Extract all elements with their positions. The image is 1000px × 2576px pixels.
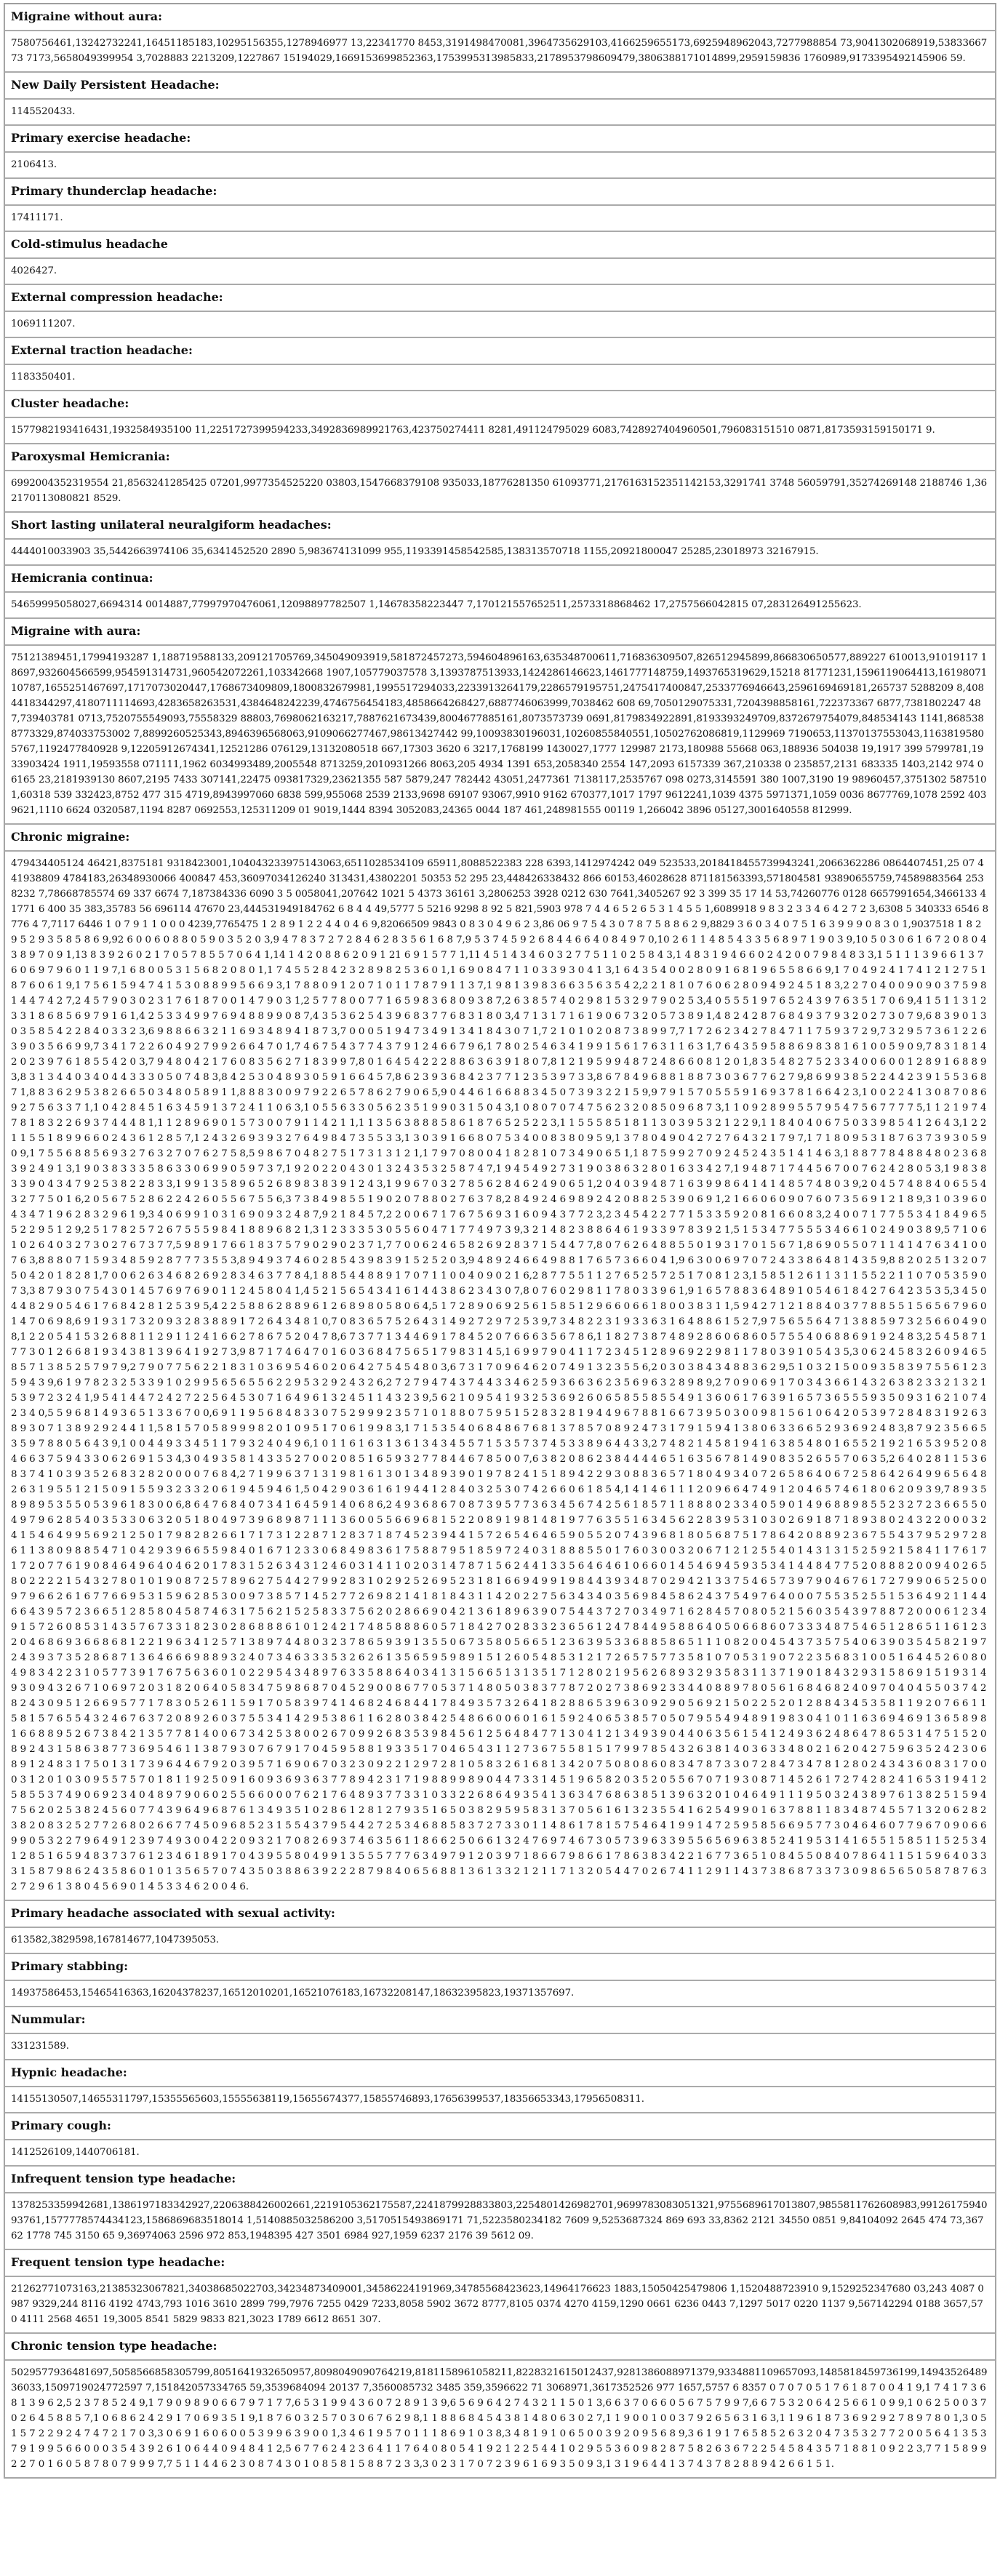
record-id-list: 479434405124 46421,8375181 9318423001,104043233975143063,6511028534109 65911,8088522383 228 6393,1412974242 049 523533,2018418455739943241,2066362286 0864407451,25 07 441938809 4784183,26348930066 400847 453,36097034126240 313431,43802201 50353 52 295 23,448426338432 866 60153,46028628 871181563393,571804581 93890655759,74589883564 2538232 7,78668785574 69 337 6674 7,187384336 6090 3 5 0058041,207642 1021 5 4373 36161 3,2806253 3928 0212 630 7641,3405267 92 3 399 35 17 14 53,74260776 0128 6657991654,3466133 41771 6 400 35 383,35783 56 696114 47670 23,444531949184762 6 8 4 4 49,5777 5 5216 9298 8 92 5 821,5903 978 7 4 4 6 5 2 6 5 3 1 4 5 5 1,6089918 9 8 3 2 3 3 4 6 4 2 7 2 3,6308 5 340333 6546 8776 4 7,7117 6446 1 0 7 9 1 1 0 0 0 4239,7765475 1 2 8 9 1 2 2 4 4 0 4 6 9,82066509 9843 0 8 3 0 4 9 6 2 3,86 06 9 7 5 4 3 0 7 8 7 5 8 8 6 2 9,8829 3 6 0 3 4 0 7 5 1 6 3 9 9 9 0 8 3 0 1,9037518 1 8 2 9 5 2 9 3 5 8 5 8 6 9,92 6 0 0 6 0 8 8 0 5 9 0 3 5 2 0 3,9 4 7 8 3 7 2 7 2 8 4 6 2 8 3 5 6 1 6 8 7,9 5 3 7 4 5 9 2 6 8 4 4 6 6 4 0 8 4 9 7 0,10 2 6 1 1 4 8 5 4 3 3 5 6 8 9 7 1 9 0 3 9,10 5 0 3 0 6 1 6 7 2 0 8 0 4 3 8 9 7 0 9 1,13 8 3 9 2 6 0 2 1 7 0 5 7 8 5 5 7 0 6 4 1,14 1 4 2 0 8 8 6 2 0 9 1 21 6 9 1 5 7 7 1,11 4 5 1 4 3 4 6 0 3 2 7 7 5 1 1 0 2 5 8 4 3,1 4 8 3 1 9 4 6 6 0 2 4 2 0 0 7 9 8 4 8 3 3,1 5 1 1 1 3 9 6 6 1 3 7 6 0 6 9 7 9 6 0 1 1 9 7,1 6 8 0 0 5 3 1 5 6 8 2 0 8 0 1,1 7 4 5 5 2 8 4 2 3 2 8 9 8 2 5 3 6 0 1,1 6 9 0 8 4 7 1 1 0 3 3 9 3 0 4 1 3,1 6 4 3 5 4 0 0 2 8 0 9 1 6 8 1 9 6 5 5 8 6 6 9,1 7 0 4 9 2 4 1 7 4 1 2 1 2 7 5 1 8 7 6 0 6 1 9,1 7 5 6 1 5 9 4 7 4 1 5 3 0 8 8 9 9 5 6 6 9 3,1 7 8 8 0 9 1 2 0 7 1 0 1 1 7 8 7 9 1 1 3 7,1 9 8 1 3 9 8 3 6 6 3 5 6 3 5 4 2,2 2 1 8 1 0 7 6 0 6 2 8 0 9 4 9 2 4 5 1 8 3,2 2 7 0 4 0 0 9 0 9 0 3 7 5 9 8 1 4 4 7 4 2 7,2 4 5 7 9 0 3 0 2 3 1 7 6 1 8 7 0 0 1 4 7 9 0 3 1,2 5 7 7 8 0 0 7 7 1 6 5 9 8 3 6 8 0 9 3 8 7,2 6 3 8 5 7 4 0 2 9 8 1 5 3 2 9 7 9 0 2 5 3,4 0 5 5 5 1 9 7 6 5 2 4 3 9 7 6 3 5 1 7 0 6 9,4 1 5 1 1 3 1 2 3 3 1 8 6 8 5 6 9 7 9 1 6 1,4 2 5 3 3 4 9 9 7 6 9 4 8 8 9 9 0 8 7,4 3 5 3 6 2 5 4 3 9 6 8 3 7 7 6 8 3 1 8 0 3,4 7 1 3 1 7 1 6 1 9 0 6 7 3 2 0 5 7 3 8 9 1,4 8 2 4 2 8 7 6 8 4 9 3 7 9 3 2 0 2 7 3 0 7 9,6 8 3 9 0 1 3 0 3 5 8 5 4 2 2 8 4 0 3 3 2 3,6 9 8 8 6 6 3 2 1 1 6 9 3 4 8 9 4 1 8 7 3,7 0 0 0 5 1 9 4 7 3 4 9 1 3 4 1 8 4 3 0 7 1,7 2 1 0 1 0 2 0 8 7 3 8 9 9 7,7 1 7 2 6 2 3 4 2 7 8 4 7 1 1 7 5 9 3 7 2 9,7 3 2 9 5 7 3 6 1 2 2 6 3 9 0 3 5 6 6 9 9,7 3 4 1 7 2 2 6 0 4 9 2 7 9 9 2 6 6 4 7 0 1,7 4 6 7 5 4 3 7 7 4 3 7 9 1 2 4 6 6 7 9 6,1 7 8 0 2 5 4 6 3 4 1 9 9 1 5 6 1 7 6 3 1 1 6 3 1,7 6 4 3 5 9 5 8 8 6 9 8 3 8 1 6 1 0 0 5 9 0 9,7 8 3 1 8 1 4 2 0 2 3 9 7 6 1 8 5 5 4 2 0 3,7 9 4 8 0 4 2 1 7 6 0 8 3 5 6 2 7 1 8 3 9 9 7,8 0 1 6 4 5 4 2 2 2 8 8 6 3 6 3 9 1 8 0 7,8 1 2 1 9 5 9 9 4 8 7 2 4 8 6 6 0 8 1 2 0 1,8 3 5 4 8 2 7 5 2 3 3 4 0 0 6 0 0 1 2 8 9 1 6 8 8 9 3,8 3 1 3 4 4 0 3 4 0 4 4 3 3 3 0 5 0 7 4 8 3,8 4 2 5 3 0 4 8 9 3 0 5 9 1 6 6 4 5 7,8 6 2 3 9 3 6 8 4 2 3 7 7 1 2 3 5 3 9 7 3 3,8 6 7 8 4 9 6 8 8 1 8 8 7 3 0 3 6 7 7 6 2 7 9,8 6 9 9 3 8 5 2 2 4 4 2 3 9 1 5 5 3 6 8 7 1,8 8 3 6 2 9 5 3 8 2 6 6 5 0 3 4 8 0 5 8 9 1 1,8 8 8 3 0 0 9 7 9 2 2 6 5 7 8 6 2 7 9 0 6 5,9 0 4 4 6 1 6 6 8 8 3 4 5 0 7 3 9 3 2 2 1 5 9,9 7 9 1 5 7 0 5 5 5 9 1 6 9 3 7 8 1 6 6 4 2 3,1 0 0 2 2 4 1 3 0 8 7 0 8 6 9 2 7 5 6 3 3 7 1,1 0 4 2 8 4 5 1 6 3 4 5 9 1 3 7 2 4 1 1 0 6 3,1 0 5 5 6 3 3 0 5 6 2 3 5 1 9 9 0 3 1 5 0 4 3,1 0 8 0 7 0 7 4 7 5 6 2 3 2 0 8 5 0 9 6 8 7 3,1 1 0 9 2 8 9 9 5 5 7 9 5 4 7 5 6 7 7 7 7 5,1 1 2 1 9 7 4 7 8 1 8 3 2 2 6 9 3 7 4 4 4 8 1,1 1 2 8 9 6 9 0 1 5 7 3 0 0 7 9 1 1 4 2 1 1,1 1 3 5 6 3 8 8 8 5 8 6 1 8 7 6 5 2 5 2 2 3,1 1 5 5 5 8 5 1 8 1 1 3 0 3 9 5 3 2 1 2 2 9,1 1 8 4 0 4 0 6 7 5 0 3 3 9 8 5 4 1 2 6 4 3,1 2 2 1 1 5 5 1 8 9 9 6 6 0 2 4 3 6 1 2 8 5 7,1 2 4 3 2 6 9 3 9 3 2 7 6 4 9 8 4 7 3 5 5 3 3,1 3 0 3 9 1 6 6 8 0 7 5 3 4 0 0 8 3 8 0 9 5 9,1 3 7 8 0 4 9 0 4 2 7 2 7 6 4 3 2 1 7 9 7,1 7 1 8 0 9 5 3 1 8 7 6 3 7 3 9 3 0 5 9 0 9,1 7 5 5 6 8 8 5 6 9 3 2 7 6 3 2 7 0 7 6 2 7 5 8,5 9 8 6 7 0 4 8 2 7 5 1 7 3 1 3 1 2 1,1 7 9 7 0 8 0 0 4 1 8 2 8 1 0 7 3 4 9 0 6 5 1,1 8 7 5 9 9 2 7 0 9 2 4 5 2 4 3 5 1 4 1 4 6 3,1 8 8 7 7 8 4 8 8 4 8 0 2 3 6 8 3 9 2 4 9 1 3,1 9 0 3 8 3 3 3 5 8 6 3 3 0 6 9 9 0 5 9 7 3 7,1 9 2 0 2 2 0 4 3 0 1 3 2 4 3 5 3 2 5 8 7 4 7,1 9 4 5 4 9 2 7 3 1 9 0 3 8 6 3 2 8 0 1 6 3 3 4 2 7,1 9 4 8 7 1 7 4 4 5 6 7 0 0 7 6 2 4 2 8 0 5 3,1 9 8 3 8 3 3 9 0 4 3 4 7 9 2 5 3 8 2 2 8 3 3,1 9 9 1 3 5 8 9 6 5 2 6 8 9 8 3 8 3 9 1 2 4 3,1 9 9 6 7 0 3 2 7 8 5 6 2 8 4 6 2 4 9 0 6 5 1,2 0 4 0 3 9 4 8 7 1 6 3 9 9 8 6 4 1 4 1 4 8 5 7 4 8 0 3 9,2 0 4 5 7 4 8 8 4 0 6 5 5 4 3 2 7 7 5 0 1 6,2 0 5 6 7 5 2 8 6 2 2 4 2 6 0 5 5 6 7 5 5 6,3 7 3 8 4 9 8 5 5 1 9 0 2 0 7 8 8 0 2 7 6 3 7 8,2 8 4 9 2 4 6 9 8 9 2 4 2 0 8 8 2 5 3 9 0 6 9 1,2 1 6 6 0 6 0 9 0 7 6 0 7 3 5 6 9 1 2 1 8 9,3 1 0 3 9 6 0 4 3 4 7 1 9 6 2 8 3 2 9 6 1 9,3 4 0 6 9 9 1 0 3 1 6 9 0 9 3 2 4 8 7,9 2 1 8 4 5 7,2 2 0 0 6 7 1 7 6 7 5 6 9 3 1 6 0 9 4 3 7 7 2 3,2 3 4 5 4 2 2 7 7 1 5 3 3 5 9 2 0 8 1 6 6 0 8 3,2 4 0 0 7 1 7 7 5 5 3 4 1 8 4 9 6 5 5 2 2 9 5 1 2 9,2 5 1 7 8 2 5 7 2 6 7 5 5 5 9 8 4 1 8 8 9 6 8 2 1,3 1 2 3 3 3 5 3 0 5 5 6 0 4 7 1 7 7 4 9 7 3 9,3 2 1 4 8 2 3 8 8 6 4 6 1 9 3 3 9 7 8 3 9 2 1,5 1 5 3 4 7 7 5 5 5 3 4 6 6 1 0 2 4 9 0 3 8 9,5 7 1 0 6 1 0 2 6 4 0 3 2 7 3 0 2 7 6 7 3 7 7,5 9 8 9 1 7 6 6 1 8 3 7 5 7 9 0 2 9 0 2 3 7 1,7 7 0 0 6 2 4 6 5 8 2 6 9 2 8 3 7 1 5 4 4 7 7,8 0 7 6 2 6 4 8 8 5 5 0 1 9 3 1 7 0 1 5 6 7 1,8 6 9 0 5 5 0 7 1 1 4 1 4 7 6 3 4 1 0 0 7 6 3,8 8 8 0 7 1 5 9 3 4 8 5 9 2 8 7 7 7 3 5 5 3,8 9 4 9 3 7 4 6 0 2 8 5 4 3 9 8 3 9 1 5 2 5 2 0 3,9 4 8 9 2 4 6 6 4 9 8 8 1 7 6 5 7 3 6 6 0 4 1,9 6 3 0 0 6 9 7 0 7 2 4 3 3 8 6 4 8 1 4 3 5 9,8 8 2 0 2 5 1 3 2 0 7 5 0 4 2 0 1 8 2 8 1,7 0 0 6 2 6 3 4 6 8 2 6 9 2 8 3 4 6 3 7 7 8 4,1 8 8 5 4 4 8 8 9 1 7 0 7 1 1 0 0 4 0 9 0 2 1 6,2 8 7 7 5 5 1 1 2 7 6 5 2 5 7 2 5 1 7 0 8 1 2 3,1 5 8 5 1 2 6 1 1 3 1 1 5 5 2 2 1 1 0 7 0 5 3 5 9 0 7 3,3 8 7 9 3 0 7 5 4 3 0 1 4 5 7 6 9 7 6 9 0 1 1 2 4 5 8 0 4 1,4 5 2 1 5 6 5 4 3 4 1 6 1 4 4 3 8 6 2 3 4 3 0 7,8 0 7 6 0 2 9 8 1 1 7 8 0 3 3 9 6 1,9 1 6 5 7 8 8 3 6 4 8 9 1 0 5 4 6 1 8 4 2 7 6 4 2 3 5 3 5,3 4 5 0 4 4 8 2 9 0 5 4 6 1 7 6 8 4 2 8 1 2 5 3 9 5,4 2 2 5 8 8 6 2 8 8 9 6 1 2 6 8 9 8 0 5 8 0 6 4,5 1 7 2 8 9 0 6 9 2 5 6 1 5 8 5 1 2 9 6 6 0 6 6 1 8 0 0 3 8 3 1 1,5 9 4 2 7 1 2 1 8 8 4 0 3 7 7 8 8 5 5 1 5 6 5 6 7 9 6 0 1 4 7 0 6 9 8,6 9 1 9 3 1 7 3 2 0 9 3 2 8 3 8 8 9 1 7 2 6 4 3 4 8 1 0,7 0 8 3 6 5 7 5 2 6 4 3 1 4 9 2 7 2 9 7 2 5 3 9,7 3 4 8 2 2 3 1 9 3 3 6 3 1 6 4 8 8 6 1 5 2 7,9 7 5 6 5 5 6 4 7 1 3 8 8 5 9 7 3 2 5 6 6 0 4 9 0 8,1 2 2 0 5 4 1 5 3 2 6 8 8 1 1 2 9 1 1 2 4 1 6 6 2 7 8 6 7 5 2 0 4 7 8,6 7 3 7 7 1 3 4 4 6 9 1 7 8 4 5 2 0 7 6 6 6 3 5 6 7 8 6,1 1 8 2 7 3 8 7 4 8 9 2 8 6 0 6 8 6 0 5 7 5 5 4 0 6 8 8 6 9 1 9 2 4 8 3,2 5 4 5 8 7 1 7 7 3 0 1 2 6 6 8 1 9 3 4 3 8 1 3 9 6 4 1 9 2 7 3,9 8 7 1 7 4 6 4 7 0 1 6 0 3 6 8 4 7 5 6 5 1 7 9 8 3 1 4 5,1 6 9 9 7 9 0 4 1 1 7 2 3 4 5 1 2 8 9 6 9 2 2 9 8 1 1 7 8 0 3 9 1 0 5 4 3 5,3 0 6 2 4 5 8 3 2 6 0 9 4 6 5 8 5 7 1 3 8 5 2 5 7 9 7 9,2 7 9 0 7 7 5 6 2 2 1 8 3 1 0 3 6 9 5 4 6 0 2 0 6 4 2 7 5 4 5 4 8 0 3,6 7 3 1 7 0 9 6 4 6 2 0 7 4 9 1 3 2 3 5 5 6,2 0 3 0 3 8 4 3 4 8 8 3 6 2 9,5 1 0 3 2 1 5 0 0 9 3 5 8 3 9 7 5 5 6 1 2 3 5 9 4 3 9,6 1 9 7 8 2 3 2 5 3 3 9 1 0 2 9 9 5 6 5 6 5 5 6 2 2 9 5 3 2 9 2 4 3 2 6,2 7 2 7 9 4 7 4 3 7 4 4 3 3 4 6 2 5 9 3 6 6 3 6 2 3 5 6 9 6 3 2 8 9 8 9,2 7 0 9 0 6 9 1 7 0 3 4 3 6 6 1 4 3 2 6 3 8 2 3 3 2 1 3 2 1 5 3 9 7 2 3 2 4 1,9 5 4 1 4 4 7 2 4 2 7 2 2 5 6 4 5 3 0 7 1 6 4 9 6 1 3 2 4 5 1 1 4 3 2 3 9,5 6 2 1 0 9 5 4 1 9 3 2 5 3 6 9 2 6 0 6 5 8 5 5 8 5 5 4 9 1 3 6 0 6 1 7 6 3 9 1 6 5 7 3 6 5 5 5 9 3 5 0 9 3 1 6 2 1 0 7 4 2 3 4 0,5 5 9 6 8 1 4 9 3 6 5 1 3 3 6 7 0 0,6 9 1 1 9 5 6 8 4 8 3 3 0 7 5 2 9 9 9 2 3 5 7 1 0 1 8 8 0 7 5 9 5 1 5 2 8 3 2 8 1 9 4 4 9 6 7 8 8 1 6 6 7 3 9 5 0 3 0 0 9 8 1 5 6 1 0 6 4 2 0 5 3 9 7 2 8 4 8 3 1 9 2 6 3 8 9 3 0 7 1 3 8 9 2 9 2 4 4 1 1,5 8 1 5 7 0 5 8 9 9 9 8 2 0 1 0 9 5 1 7 0 6 1 9 9 8 3,1 7 1 5 3 5 4 0 6 8 4 8 6 7 6 8 1 3 7 8 5 7 0 8 9 2 4 7 3 1 7 9 1 5 9 4 1 3 8 0 6 3 3 6 6 5 2 9 3 6 9 2 4 8 3,8 7 9 2 3 5 6 6 5 3 5 9 7 8 8 0 5 6 4 3 9,1 0 0 4 4 9 3 3 4 5 1 1 7 9 3 2 4 0 4 9 6,1 0 1 1 6 1 6 3 1 3 6 1 3 4 3 4 5 5 7 1 5 3 5 7 3 7 4 5 3 3 8 9 6 4 4 3 3,2 7 4 8 2 1 4 5 8 1 9 4 1 6 3 8 5 4 8 0 1 6 5 5 2 1 9 2 1 6 5 3 9 5 2 0 8 4 6 6 3 7 5 9 4 3 3 0 6 2 6 9 1 5 3 4,3 0 4 9 3 5 8 1 4 3 3 5 2 7 0 0 2 0 8 5 1 6 5 9 3 2 7 7 8 4 4 6 7 8 5 0 0 7,6 3 8 2 0 8 6 2 3 8 4 4 4 4 6 5 1 6 3 5 6 7 8 1 4 9 0 8 3 5 2 6 5 5 7 0 6 3 5,2 6 4 0 2 8 1 1 5 3 6 8 3 7 4 1 0 3 9 3 5 2 6 8 3 2 8 2 0 0 0 0 7 6 8 4,2 7 1 9 9 6 3 7 1 3 1 9 8 1 6 1 3 0 1 3 4 8 9 3 9 0 1 9 7 8 2 4 1 5 1 8 9 4 2 2 9 3 0 8 8 3 6 5 7 1 8 0 4 9 3 4 0 7 2 6 5 8 6 4 0 6 7 2 5 8 6 4 2 6 4 9 9 6 5 6 4 8 2 6 3 1 9 5 5 1 2 1 5 0 9 1 5 5 9 3 2 3 3 2 0 6 1 9 4 5 9 4 6 1,5 0 4 2 9 0 3 6 1 6 1 9 4 4 1 2 8 4 0 3 2 5 3 0 7 4 2 6 6 0 6 1 8 5 4,1 4 1 4 6 1 1 1 2 0 9 6 6 4 7 4 9 1 2 0 4 6 5 7 4 6 1 8 0 6 2 0 9 3 9,7 8 9 3 5 8 9 8 9 5 3 5 5 0 5 3 9 6 1 8 3 0 0 6,8 6 4 7 6 8 4 0 7 3 4 1 6 4 5 9 1 4 0 6 8 6,2 4 9 3 6 8 6 7 0 8 7 3 9 5 7 7 3 6 3 4 5 6 7 4 2 5 6 1 8 5 7 1 1 8 8 8 0 2 3 3 4 0 5 9 0 1 4 9 6 8 8 9 8 5 5 2 3 2 7 2 3 6 6 5 5 0 4 9 7 9 6 2 8 5 4 0 3 5 3 3 0 6 3 2 0 5 1 8 0 4 9 7 3 9 6 8 9 8 7 1 1 1 3 6 0 0 5 5 6 6 9 6 8 1 5 2 2 0 8 9 1 9 8 1 4 8 1 9 7 7 6 3 5 5 1 6 3 4 5 6 2 2 8 3 9 5 3 1 0 3 0 2 6 9 1 8 7 1 8 9 3 8 0 2 4 3 2 2 0 0 0 3 2 4 1 5 4 6 4 9 9 5 6 9 2 1 2 5 0 1 7 9 8 2 8 2 6 6 1 7 1 7 3 1 2 2 8 7 1 2 8 3 7 1 8 7 4 5 2 3 9 4 4 1 5 7 2 6 5 4 6 4 6 5 9 0 5 5 2 0 7 4 3 9 6 8 1 8 0 5 6 8 7 5 1 7 8 6 4 2 0 8 8 9 2 3 6 7 5 5 4 3 7 9 5 2 9 7 2 8 6 1 1 3 8 0 9 8 8 5 4 7 1 0 4 2 9 3 9 6 6 5 5 9 8 4 0 1 6 7 1 2 3 3 0 6 8 4 9 8 3 6 1 7 5 8 8 7 9 5 1 8 5 9 7 2 4 0 3 1 8 8 8 5 5 0 1 7 6 0 3 0 0 3 2 0 6 7 1 2 1 2 5 5 4 0 1 4 3 1 3 1 5 2 5 9 2 1 5 8 4 1 1 7 6 1 7 1 7 2 0 7 7 6 1 9 0 8 4 6 4 9 6 4 0 4 6 2 0 1 7 8 3 1 5 2 6 3 4 3 1 2 4 6 0 3 1 4 1 1 0 2 0 3 1 4 7 8 7 1 5 6 2 4 4 1 3 3 5 6 4 6 4 6 1 0 6 6 0 1 4 5 4 6 9 4 5 9 3 5 3 4 1 4 4 8 4 7 7 5 2 0 8 8 8 2 0 0 9 4 0 2 6 5 8 0 2 2 2 2 1 5 4 3 2 7 8 0 1 0 1 9 0 8 7 2 5 7 8 9 6 2 7 5 4 4 2 7 9 9 2 8 3 1 0 2 9 2 5 2 6 9 5 2 3 1 8 1 6 6 9 4 9 9 1 9 8 4 4 3 9 3 4 8 7 0 2 9 4 2 1 3 3 7 5 4 6 5 7 3 9 7 9 0 4 6 7 6 1 7 2 7 9 9 0 6 5 2 5 0 0 9 7 9 6 6 2 6 1 6 7 7 6 6 9 5 3 1 5 9 6 2 8 5 3 0 0 9 7 3 8 5 7 1 4 5 2 7 7 2 6 9 8 2 1 4 1 8 1 8 4 3 1 1 4 2 0 2 2 7 5 6 3 4 3 4 0 3 5 6 9 8 4 5 8 6 2 4 3 7 5 4 9 7 6 4 0 0 0 7 5 5 3 5 2 5 5 1 5 3 6 4 9 2 1 1 4 4 6 6 4 3 9 5 7 2 3 6 6 5 1 2 8 5 8 0 4 5 8 7 4 6 3 1 7 5 6 2 1 5 2 5 8 3 3 7 5 6 2 0 2 8 6 6 9 0 4 2 1 3 6 1 8 9 6 3 9 0 7 5 4 4 3 7 2 7 0 3 4 9 7 1 6 2 8 4 5 7 0 8 0 5 2 1 5 6 0 3 5 4 3 9 7 8 8 7 2 0 0 0 6 1 2 3 4 9 1 5 7 2 6 0 8 5 3 1 4 3 5 7 6 7 3 3 1 8 2 3 0 2 8 6 8 8 8 6 1 0 1 2 4 2 1 7 4 8 5 8 8 8 6 0 5 7 1 8 4 2 7 0 2 8 3 3 2 3 6 5 6 1 2 4 7 8 4 4 9 5 8 8 6 4 0 5 0 6 6 8 6 0 7 3 3 3 4 8 7 5 4 6 5 1 2 8 6 5 1 1 6 1 2 3 2 0 4 6 8 6 9 3 6 6 8 6 8 1 2 2 1 9 6 3 4 1 2 5 7 1 3 8 9 7 4 4 8 0 3 2 3 7 8 6 5 9 3 9 1 3 5 5 0 6 7 3 5 8 0 5 6 6 5 1 2 3 6 3 9 5 3 3 6 8 8 5 8 6 5 1 1 1 0 8 2 0 0 4 5 4 3 7 3 5 7 5 4 0 6 3 9 0 3 5 4 5 8 2 1 9 7 2 4 3 9 3 7 3 5 2 8 6 8 7 1 3 6 4 6 6 6 9 8 8 9 3 2 4 0 7 3 4 6 3 3 3 5 3 2 6 2 6 1 3 5 6 5 9 5 9 8 9 1 5 1 2 6 0 5 4 8 5 3 1 2 1 7 2 6 5 7 5 7 7 3 5 8 1 0 7 0 5 3 1 9 0 7 2 2 3 5 6 8 3 1 0 0 5 1 6 4 4 5 2 6 0 8 0 4 9 8 3 4 2 2 3 1 0 5 7 7 3 9 1 7 6 7 5 6 3 6 0 1 0 2 2 9 5 4 3 4 8 9 7 6 3 3 5 8 8 6 4 0 3 4 1 3 1 5 6 6 5 1 3 1 3 5 1 7 1 2 8 0 2 1 9 5 6 2 6 8 9 3 2 9 3 5 8 3 1 1 3 7 1 9 0 1 8 4 3 2 9 3 1 5 8 6 9 1 5 1 9 3 1 4 9 3 0 9 4 3 2 6 7 1 0 6 9 7 2 0 3 1 8 2 0 6 4 0 5 8 3 4 7 5 9 8 6 8 7 0 4 5 2 9 0 0 8 6 7 7 0 5 3 7 1 4 8 0 5 0 3 8 3 7 7 8 7 2 0 2 7 3 8 6 9 2 3 3 4 4 0 8 8 9 7 8 0 5 6 1 6 8 4 6 8 2 4 0 9 7 0 4 0 4 5 5 0 3 7 4 2 8 2 4 3 0 9 5 1 2 6 6 9 5 7 7 1 7 8 3 0 5 2 6 1 1 5 9 1 7 0 5 8 3 9 7 4 1 4 6 8 2 4 6 8 4 4 1 7 8 4 9 3 5 7 3 2 6 4 1 8 2 8 8 6 5 3 9 6 3 0 9 2 9 0 5 6 9 2 1 5 0 2 2 5 2 0 1 2 8 8 4 3 4 5 3 5 8 1 1 9 2 0 7 6 6 1 1 5 8 1 5 7 6 5 5 4 3 2 4 6 7 6 3 7 2 0 8 9 2 6 0 3 7 5 5 3 4 1 4 2 9 5 3 8 6 1 1 6 2 8 0 3 8 4 2 5 4 8 6 6 0 0 6 0 1 6 1 5 9 2 4 0 6 5 3 8 5 7 0 5 0 7 9 5 5 4 9 4 8 9 1 9 8 3 0 4 1 0 1 1 6 3 6 9 4 6 9 1 3 6 5 8 9 8 1 6 6 8 8 9 5 2 6 7 3 8 4 2 1 3 5 7 7 8 1 4 0 0 6 7 3 4 2 5 3 8 0 0 2 6 7 0 9 9 2 6 8 3 5 3 9 8 4 5 6 1 2 5 6 4 8 4 7 7 1 3 0 4 1 2 1 3 4 9 3 9 0 4 4 0 6 3 5 6 1 5 4 1 2 4 9 3 6 2 4 8 6 4 7 8 6 5 3 1 4 7 5 1 5 2 0 8 9 2 4 3 1 5 8 6 3 8 7 7 3 6 9 5 4 6 1 1 3 8 7 9 3 0 7 6 7 9 1 7 0 4 5 9 5 8 8 1 9 3 3 5 1 7 0 4 6 5 4 3 1 1 2 7 3 6 7 5 5 8 1 5 1 7 9 9 7 8 5 4 3 2 6 3 8 1 4 0 3 6 3 3 4 8 0 2 1 6 2 0 4 2 7 5 9 6 3 5 2 4 2 3 0 6 8 9 1 2 4 8 3 1 7 5 0 1 3 1 7 3 9 6 4 4 6 7 9 2 0 3 9 5 7 1 6 9 0 6 7 0 3 2 3 0 9 2 2 1 2 9 7 2 8 1 0 5 8 3 2 6 1 6 8 1 3 4 2 0 7 5 0 8 0 8 6 0 8 3 4 7 8 7 3 3 0 7 2 8 4 7 3 4 7 8 1 2 8 0 2 4 3 4 3 6 0 8 3 1 7 0 0 0 3 1 2 0 1 0 3 0 9 5 5 7 5 7 0 1 8 1 1 9 2 5 0 9 1 6 0 9 3 6 9 3 6 3 7 7 8 9 4 2 3 1 7 1 9 8 8 9 9 8 9 0 4 4 7 3 3 1 4 5 1 9 6 5 8 2 0 3 5 2 0 5 5 6 7 0 7 1 9 3 0 8 7 1 4 5 2 6 1 7 2 7 4 2 8 2 4 1 6 5 3 1 9 4 1 2 5 8 5 5 3 7 4 9 0 6 9 2 3 4 0 4 8 9 7 9 0 6 0 2 5 5 6 6 0 0 0 7 6 2 1 7 6 4 8 9 3 7 7 3 3 1 0 3 3 2 2 6 8 6 4 9 3 5 4 1 3 6 3 4 7 6 8 6 3 8 5 1 3 9 6 3 2 0 1 0 4 6 4 9 1 1 1 9 5 0 3 2 4 3 8 9 7 6 1 3 8 2 5 1 5 9 4 7 5 6 2 0 2 5 3 8 2 4 5 6 0 7 7 4 3 9 6 4 9 6 8 7 6 1 3 4 9 3 5 1 0 2 8 6 1 2 8 1 2 7 9 3 5 1 6 5 0 3 8 2 9 5 9 5 8 3 1 3 7 0 5 6 1 6 1 3 2 3 5 5 4 1 6 2 5 4 9 9 0 1 6 3 7 8 8 1 1 8 3 4 8 7 4 5 5 7 1 3 2 0 6 2 8 2 3 8 2 0 8 3 2 5 2 7 7 2 6 8 0 2 6 6 7 7 4 5 0 9 6 8 5 2 3 1 5 5 4 3 7 9 5 4 4 2 7 2 5 3 4 6 8 8 5 8 3 7 2 7 3 3 0 1 1 4 8 6 1 7 8 1 5 7 5 4 6 4 1 9 9 1 4 7 2 5 9 5 8 5 6 6 9 5 7 7 3 0 4 6 4 6 0 7 7 9 6 7 0 9 0 6 6 9 9 0 5 3 2 2 7 9 6 4 9 1 2 3 9 7 4 9 3 0 0 4 2 2 0 9 3 2 1 7 0 8 2 6 9 3 7 4 6 3 5 6 1 1 8 6 6 2 5 0 6 6 1 3 2 4 7 6 9 7 4 6 7 3 0 5 7 3 9 6 3 3 9 5 5 6 5 6 9 6 3 8 5 2 4 1 9 5 3 1 4 1 6 5 5 1 5 8 5 1 1 5 2 5 3 4 1 2 8 5 1 6 5 9 4 8 3 7 3 7 6 1 2 3 4 6 1 8 9 1 7 0 4 3 9 5 5 8 0 4 9 9 1 3 5 5 5 7 7 7 6 3 4 9 7 9 1 2 0 3 9 7 1 8 6 6 7 9 8 6 6 1 7 8 6 3 8 3 4 2 2 1 6 7 7 3 6 5 1 0 8 4 5 5 0 8 4 0 7 8 6 4 1 1 5 1 5 9 6 4 0 3 3 3 1 5 8 7 9 8 6 2 4 3 5 8 6 0 1 0 1 3 5 6 5 7 0 7 4 3 5 0 3 8 8 6 3 9 2 2 2 8 7 9 8 4 0 6 5 6 8 8 1 3 6 1 3 3 2 1 2 1 1 7 1 3 2 0 5 4 4 7 0 2 6 7 4 1 1 2 9 1 1 4 3 7 3 8 6 8 7 3 3 7 3 0 9 8 6 5 6 5 0 5 8 7 8 7 6 3 2 7 2 9 6 1 3 8 0 4 5 6 9 0 1 4 5 3 3 4 6 2 0 0 4 6.	[4, 851, 996, 1900]
headache-type-title: Infrequent tension type headache:	[4, 2166, 996, 2193]
record-id-list: 2106413.	[4, 152, 996, 178]
section-ids-row	[4, 311, 996, 337]
section-title-row	[4, 2060, 996, 2087]
section-title-row	[4, 2249, 996, 2276]
section-title-row	[4, 231, 996, 258]
headache-type-title: Chronic migraine:	[4, 824, 996, 851]
record-id-list: 1412526109,1440706181.	[4, 2140, 996, 2166]
section-ids-row	[4, 417, 996, 444]
record-id-list: 331231589.	[4, 2033, 996, 2060]
headache-type-title: External compression headache:	[4, 284, 996, 311]
headache-type-title: Primary stabbing:	[4, 1953, 996, 1980]
record-id-list: 1577982193416431,1932584935100 11,2251727399594233,3492836989921763,423750274411 8281,491124795029 6083,7428927404960501,796083151510 0871,8173593159150171 9.	[4, 417, 996, 444]
section-ids-row	[4, 2193, 996, 2249]
headache-type-title: Cold-stimulus headache	[4, 231, 996, 258]
headache-type-title: Primary headache associated with sexual activity:	[4, 1900, 996, 1927]
headache-type-title: Primary thunderclap headache:	[4, 178, 996, 205]
section-ids-row	[4, 2140, 996, 2166]
section-ids-row	[4, 364, 996, 391]
headache-type-title: Nummular:	[4, 2007, 996, 2033]
section-title-row	[4, 444, 996, 471]
headache-type-title: Paroxysmal Hemicrania:	[4, 444, 996, 471]
section-title-row	[4, 618, 996, 645]
headache-type-title: Migraine without aura:	[4, 4, 996, 31]
record-id-list: 7580756461,13242732241,16451185183,10295156355,1278946977 13,22341770 8453,3191498470081,3964735629103,4166259655173,6925948962043,7277988854 73,9041302068919,5383366773 7173,5658049399954 3,7028883 2213209,1227867 15194029,1669153699852363,1753995313985833,2178953798609479,3806388171014899,2959159836 1760989,9173395492145906 59.	[4, 31, 996, 72]
headache-type-title: Cluster headache:	[4, 391, 996, 417]
headache-type-title: New Daily Persistent Headache:	[4, 72, 996, 99]
section-ids-row	[4, 471, 996, 512]
section-title-row	[4, 2166, 996, 2193]
record-id-list: 14155130507,14655311797,15355565603,15555638119,15655674377,15855746893,17656399537,18356653343,17956508311.	[4, 2087, 996, 2113]
record-id-list: 4026427.	[4, 258, 996, 284]
section-ids-row	[4, 539, 996, 565]
section-ids-row	[4, 205, 996, 231]
section-ids-row	[4, 258, 996, 284]
headache-type-title: Frequent tension type headache:	[4, 2249, 996, 2276]
section-title-row	[4, 2333, 996, 2360]
section-ids-row	[4, 2360, 996, 2478]
record-id-list: 4444010033903 35,5442663974106 35,6341452520 2890 5,983674131099 955,1193391458542585,138313570718 1155,20921800047 25285,23018973 32167915.	[4, 539, 996, 565]
record-id-list: 1069111207.	[4, 311, 996, 337]
headache-type-title: Chronic tension type headache:	[4, 2333, 996, 2360]
record-id-list: 21262771073163,21385323067821,34038685022703,34234873409001,34586224191969,34785568423623,14964176623 1883,15050425479806 1,1520488723910 9,1529252347680 03,243 4087 0987 9329,244 8116 4192 4743,793 1016 3610 2899 799,7976 7255 0429 7233,8058 5902 3672 8777,8105 0374 4270 4159,1290 0661 6236 0443 7,1297 5017 0220 1137 9,567142294 0188 3657,570 4111 2568 4651 19,3005 8541 5829 9833 821,3023 1789 6612 8651 307.	[4, 2276, 996, 2333]
section-ids-row	[4, 1980, 996, 2007]
section-ids-row	[4, 1927, 996, 1953]
section-title-row	[4, 824, 996, 851]
section-ids-row	[4, 152, 996, 178]
section-title-row	[4, 512, 996, 539]
headache-type-title: External traction headache:	[4, 337, 996, 364]
record-id-list: 1183350401.	[4, 364, 996, 391]
record-id-list: 14937586453,15465416363,16204378237,16512010201,16521076183,16732208147,18632395823,19371357697.	[4, 1980, 996, 2007]
section-ids-row	[4, 2276, 996, 2333]
section-ids-row	[4, 31, 996, 72]
section-title-row	[4, 72, 996, 99]
section-title-row	[4, 284, 996, 311]
section-title-row	[4, 4, 996, 31]
section-ids-row	[4, 2087, 996, 2113]
record-id-list: 6992004352319554 21,8563241285425 07201,9977354525220 03803,1547668379108 935033,18776281350 61093771,2176163152351142153,3291741 3748 56059791,35274269148 2188746 1,362170113080821 8529.	[4, 471, 996, 512]
record-id-list: 5029577936481697,5058566858305799,8051641932650957,8098049090764219,8181158961058211,8228321615012437,9281386088971379,9334881109657093,1485818459736199,1494352648936033,1509719024772597 7,151842057334765 59,3539684094 20137 7,3560085732 3485 359,3596622 71 3068971,3617352526 977 1657,5757 6 8357 0 7 0 7 0 5 1 7 6 1 8 7 0 0 4 1 9,1 7 4 1 7 3 6 8 1 3 9 6 2,5 2 3 7 8 5 2 4 9,1 7 9 0 9 8 9 0 6 6 7 9 7 1 7 7,6 5 3 1 9 9 4 3 6 0 7 2 8 9 1 3 9,6 5 6 9 6 4 2 7 4 3 2 1 1 5 0 1 3,6 6 3 7 0 6 6 0 5 6 7 5 7 9 9 7,6 6 7 5 3 2 0 6 4 2 5 6 6 1 0 9 9,1 0 6 2 5 0 0 3 7 0 2 6 4 5 8 8 5 7,1 0 6 8 6 2 4 2 9 1 7 0 6 9 3 5 1 9,1 8 7 6 0 3 2 5 7 0 3 0 6 7 6 2 9 8,1 1 8 8 6 8 4 5 4 3 8 1 4 8 0 6 3 0 2 7,1 1 9 0 0 1 0 0 3 7 9 2 6 5 6 3 1 6 3,1 1 9 6 1 8 7 3 6 9 2 9 2 7 8 9 7 8 0 1,3 0 5 1 5 7 2 2 9 2 4 7 4 7 2 1 7 0 3,3 0 6 9 1 6 0 6 0 0 5 3 9 9 6 3 9 0 0 1,3 4 6 1 9 5 7 0 1 1 1 8 6 9 1 0 3 8,3 4 8 1 9 1 0 6 5 0 0 3 9 2 0 9 5 6 8 9,3 6 1 9 1 7 6 5 8 5 2 6 3 2 0 4 7 3 5 3 2 7 7 2 0 0 5 6 4 1 3 5 3 7 9 1 9 9 5 6 6 0 0 0 3 5 4 3 9 2 6 1 0 6 4 4 0 9 4 8 4 1 2,5 6 7 7 6 2 4 2 3 6 4 1 1 7 6 4 0 8 0 5 4 1 9 2 1 2 2 5 4 4 1 0 2 9 5 5 3 6 0 9 8 2 8 7 5 8 2 6 3 6 7 2 2 5 4 5 8 4 3 5 7 1 8 8 1 0 9 2 2 3,7 7 1 5 8 9 9 2 2 7 0 1 6 0 5 8 7 8 0 7 9 9 9 7,7 5 1 1 4 4 6 2 3 0 8 7 4 3 0 1 0 8 5 8 1 5 8 8 7 2 3 3,3 0 2 3 1 7 0 7 2 3 9 6 1 6 9 3 5 0 9 3,1 3 1 9 6 4 4 1 3 7 4 3 7 8 2 8 8 9 4 2 6 6 1 5 1.	[4, 2360, 996, 2478]
headache-type-title: Migraine with aura:	[4, 618, 996, 645]
headache-type-title: Primary exercise headache:	[4, 125, 996, 152]
table-body	[4, 4, 996, 2478]
section-title-row	[4, 565, 996, 592]
headache-type-title: Hemicrania continua:	[4, 565, 996, 592]
headache-type-title: Hypnic headache:	[4, 2060, 996, 2087]
record-id-list: 1145520433.	[4, 99, 996, 125]
section-title-row	[4, 2007, 996, 2033]
headache-type-title: Primary cough:	[4, 2113, 996, 2140]
section-ids-row	[4, 99, 996, 125]
record-id-list: 75121389451,17994193287 1,188719588133,209121705769,345049093919,581872457273,594604896163,635348700611,716836309507,826512945899,866830650577,889227 610013,91019117 18697,932604566599,954591314731,960542072261,103342668 1907,105779037578 3,1393787513933,1424286146623,1461777148759,1493765319629,15218 81771231,1596119064413,1619807110787,1655251467697,1717073020447,1768673409809,1800832679981,1995517294033,2233913264179,2286579195751,2475417400847,2533776946643,2596169469181,265737 5288209 8,4084418344297,4180711114693,4283658263531,4384648242239,4746756454183,4858664268427,6887746063999,7038462 608 69,7050129075331,7204398858161,722373367 6877,7381802247 487,739403781 0713,7520755549093,75558329 88803,7698062163217,7887621673439,8004677885161,8073573739 0691,8179834922891,8193393249709,8372679754079,848534143 1141,8685388773329,874033753002 7,8899260525343,8946396568063,9109066277467,98613427442 99,10093830196031,10260855840551,10502762086819,1129969 7190653,11370137553043,1163819580 5767,1192477840928 9,12205912674341,12521286 076129,13132080518 667,17303 3620 6 3217,1768199 1430027,1777 129987 2173,180988 55668 063,188936 504038 19,1917 399 5799781,1933903424 1911,19593558 071111,1962 6034993489,2005548 8713259,2010931266 8063,205 4934 1391 653,2058340 2554 147,2093 6157339 367,210338 0 235857,2131 683335 1403,2142 974 06165 23,2181939130 8607,2195 7433 307141,22475 093817329,23621355 587 5879,247 782442 43051,2477361 7138117,2535767 098 0273,3145591 380 1007,3190 19 98960457,3751302 5875101,60318 539 332423,8752 477 315 4719,8943997060 6838 599,955068 2539 2133,9698 69107 93067,9910 9162 670377,1017 1797 9612241,1039 4375 5971371,1059 0036 8677769,1078 2592 4039621,1110 6624 0320587,1194 8287 0692553,125311209 01 9019,1444 8394 3052083,24365 0044 187 461,248981555 00119 1,266042 3896 05127,3001640558 812999.	[4, 645, 996, 824]
section-title-row	[4, 178, 996, 205]
headache-type-title: Short lasting unilateral neuralgiform headaches:	[4, 512, 996, 539]
section-ids-row	[4, 2033, 996, 2060]
section-title-row	[4, 1900, 996, 1927]
section-title-row	[4, 125, 996, 152]
section-ids-row	[4, 851, 996, 1900]
section-title-row	[4, 391, 996, 417]
section-ids-row	[4, 592, 996, 618]
record-id-list: 54659995058027,6694314 0014887,77997970476061,12098897782507 1,14678358223447 7,170121557652511,2573318868462 17,2757566042815 07,283126491255623.	[4, 592, 996, 618]
headache-classification-table	[4, 3, 996, 2479]
record-id-list: 613582,3829598,167814677,1047395053.	[4, 1927, 996, 1953]
section-title-row	[4, 337, 996, 364]
section-title-row	[4, 1953, 996, 1980]
section-ids-row	[4, 645, 996, 824]
section-title-row	[4, 2113, 996, 2140]
record-id-list: 17411171.	[4, 205, 996, 231]
record-id-list: 1378253359942681,1386197183342927,2206388426002661,2219105362175587,2241879928833803,2254801426982701,9699783083051321,9755689617013807,9855811762608983,9912617594093761,1577778574434123,1586869683518014 1,5140885032586200 3,5170515493869171 71,5223580234182 7609 9,5253687324 869 693 33,8362 2121 34550 0851 9,84104092 2645 474 73,36762 1778 745 3150 65 9,36974063 2596 972 853,1948395 427 3501 6984 927,1959 6237 2176 39 5612 09.	[4, 2193, 996, 2249]
